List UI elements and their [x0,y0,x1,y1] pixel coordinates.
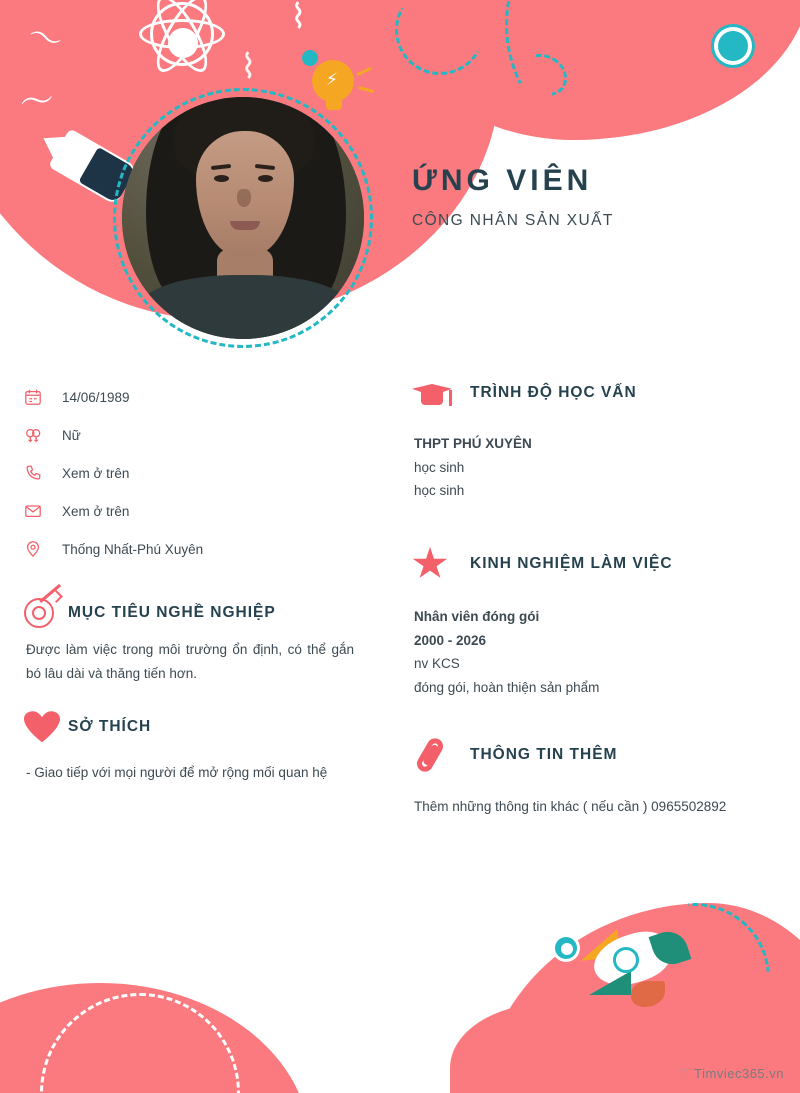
left-column [24,378,354,785]
section-line: đóng gói, hoàn thiện sản phẩm [414,679,600,695]
avatar-photo [122,97,364,339]
right-column [412,378,776,819]
lightbulb-icon: ⚡ [300,48,370,118]
squiggle-decoration-1: ～ [22,14,68,64]
gender-icon [24,423,54,447]
section-header-career-objective [24,594,354,632]
watermark-text: Timviec365.vn [694,1065,784,1081]
section-line: Thêm những thông tin khác ( nếu cần ) 0965502892 [414,799,727,815]
header [412,164,614,230]
section-line: Nhân viên đóng gói [414,608,540,624]
section-body-experience [414,605,776,700]
section-title: MỤC TIÊU NGHỀ NGHIỆP [68,604,276,621]
rocket-icon [565,925,695,1035]
contact-value: Thống Nhất-Phú Xuyên [62,541,204,557]
section-line: nv KCS [414,656,460,672]
section-body-additional-info [414,795,776,819]
contact-value: Nữ [62,427,81,443]
section-line: 2000 - 2026 [414,632,487,648]
contact-value: 14/06/1989 [62,389,130,405]
bottom-decoration [0,853,800,1093]
contact-row-birthdate [24,378,354,416]
calendar-icon [24,385,54,409]
email-icon [24,499,54,523]
star-icon [412,547,470,581]
section-title: KINH NGHIỆM LÀM VIỆC [470,554,673,572]
section-title: TRÌNH ĐỘ HỌC VẤN [470,384,637,401]
squiggle-decoration-2: ～ [17,79,57,125]
section-line: học sinh [414,483,465,499]
compass-icon: ∵ [679,1065,689,1080]
contact-row-gender [24,416,354,454]
paperclip-icon [412,735,470,775]
avatar [113,88,373,348]
section-header-additional-info [412,735,776,775]
section-line: - Giao tiếp với mọi người để mở rộng mối quan hệ [26,765,328,781]
graduation-cap-icon [412,378,470,408]
candidate-role: CÔNG NHÂN SẢN XUẤT [412,212,614,229]
section-body-career-objective [26,638,354,685]
section-body-hobbies [26,761,354,785]
squiggle-decoration-4: ⌇ [240,47,257,87]
section-line: học sinh [414,459,465,475]
location-pin-icon [24,537,54,561]
section-header-hobbies [24,711,354,743]
contact-row-phone [24,454,354,492]
phone-icon [24,461,54,485]
section-title: SỞ THÍCH [68,718,152,736]
heart-icon [24,711,68,743]
contact-value: Xem ở trên [62,465,130,481]
section-header-experience [412,547,776,581]
section-body-education [414,432,776,503]
target-icon [24,594,68,632]
section-title: THÔNG TIN THÊM [470,746,618,764]
contact-value: Xem ở trên [62,503,130,519]
section-line: THPT PHÚ XUYÊN [414,436,532,451]
contact-row-address [24,530,354,568]
atom-nucleus [168,28,198,58]
contact-row-email [24,492,354,530]
section-line: Được làm việc trong môi trường ổn định, có thể gắn bó lâu dài và thăng tiến hơn. [26,642,354,681]
watermark [679,1065,784,1081]
squiggle-decoration-3: ⌇ [290,0,307,37]
section-header-education [412,378,776,408]
teal-dot-icon [718,31,748,61]
candidate-name: ỨNG VIÊN [412,164,593,197]
